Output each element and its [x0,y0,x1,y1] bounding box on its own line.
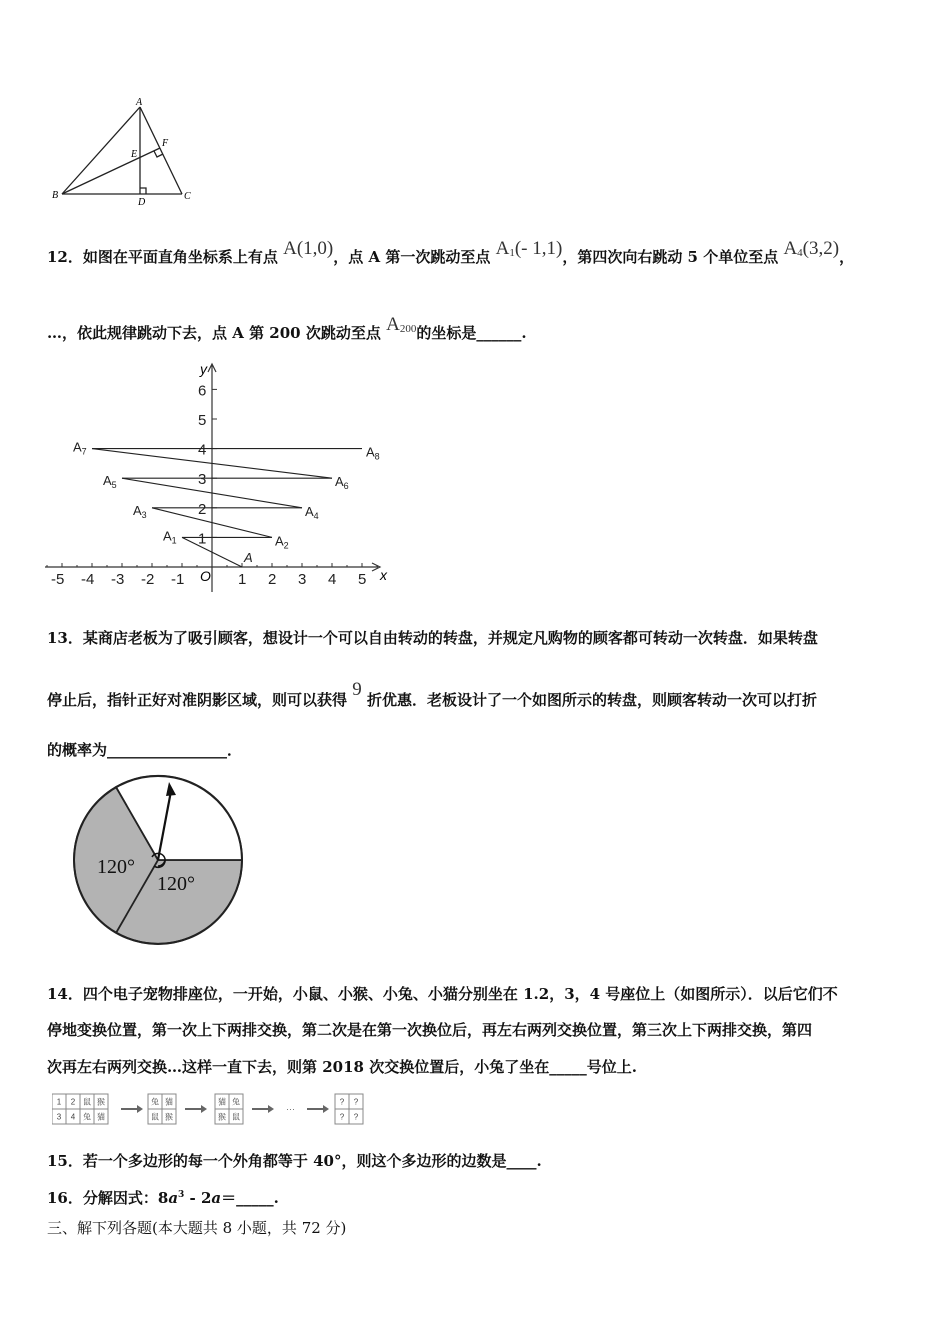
point-label-a6: $A_6$ [335,474,349,492]
x-tick-label: 2 [268,571,277,588]
x-tick-label: -4 [81,571,95,588]
q16-prefix: 16．分解因式：8 [47,1189,169,1207]
seat-cell: 猴 [97,1097,105,1107]
q12-point-a200: A200 [386,314,417,335]
point-label-a4: $A_4$ [305,503,319,521]
spinner-figure [70,773,250,951]
seat-swap-diagram [52,1092,372,1128]
seat-cell: 鼠 [151,1112,159,1122]
point-label-a1: $A_1$ [163,528,177,546]
seat-cell: 猫 [165,1097,173,1107]
y-tick-label: 6 [198,382,207,400]
seat-cell: 兔 [232,1097,240,1107]
q12-point-a1: A1(- 1,1) [495,238,563,259]
point-label-a5: $A_5$ [103,473,117,491]
y-tick-label: 1 [198,530,207,548]
q12-text-d: …，依此规律跳动下去，点 A 第 200 次跳动至点 [47,324,381,342]
x-axis-label: x [380,567,387,583]
point-label-a8: $A_8$ [366,444,380,462]
seat-cell: 鼠 [232,1112,240,1122]
origin-label: O [200,568,211,584]
q12-number: 12． [47,248,83,266]
triangle-figure [48,95,208,210]
q16-var2: a [211,1189,222,1207]
seat-cell: 猴 [165,1112,173,1122]
q16-var1: a [168,1189,179,1207]
q14-line1: 14．四个电子宠物排座位，一开始，小鼠、小猴、小兔、小猫分别坐在 1.2，3，4 号座位上（如图所示）．以后它们不 [47,985,838,1003]
x-tick-label: 4 [328,571,337,588]
seat-cell: 4 [70,1112,76,1122]
right-angle-d [140,188,146,194]
coordinate-plane [40,360,400,595]
point-label-a2: $A_2$ [275,533,289,551]
seat-cell: ? [353,1097,359,1107]
q15-line: 15．若一个多边形的每一个外角都等于 40°，则这个多边形的边数是____. [47,1152,542,1170]
point-label-a0: A [244,550,253,565]
q16-line [47,1185,279,1208]
seat-cell: 2 [70,1097,76,1107]
y-axis-label: y [200,361,207,377]
seat-cell: ? [339,1112,345,1122]
q13-text-b: 折优惠．老板设计了一个如图所示的转盘，则顾客转动一次可以打折 [366,691,817,709]
q12-point-a4: A4(3,2) [783,238,840,259]
q12-line1-end: ， [839,248,855,266]
seat-cell: 3 [56,1112,62,1122]
continuation-dots: ··· [286,1104,295,1114]
q12-text-c: ，第四次向右跳动 5 个单位至点 [562,248,779,266]
q12-text-a: 如图在平面直角坐标系上有点 [82,248,278,266]
q12-line1 [47,238,855,271]
y-tick-label: 5 [198,412,207,429]
seat-cell: 猫 [218,1097,226,1107]
label-b: B [52,190,59,201]
q12-point-a: A(1,0) [283,238,334,259]
side-ab [62,107,140,194]
label-c: C [184,191,191,202]
label-e: E [131,149,138,160]
seat-cell: ? [339,1097,345,1107]
x-tick-label: -2 [141,571,155,588]
q16-exponent: 3 [178,1190,185,1200]
seat-cell: 兔 [151,1097,159,1107]
seat-cell: 猫 [97,1112,105,1122]
q12-text-e: 的坐标是______. [416,324,527,342]
altitude-bf [62,148,160,194]
y-tick-label: 4 [198,441,207,459]
point-label-a3: $A_3$ [133,502,147,520]
seat-cell: 鼠 [83,1097,91,1107]
q13-line3: 的概率为________________． [47,741,243,759]
label-a: A [136,97,143,108]
label-f: F [162,138,169,149]
q13-text-a: 停止后，指针正好对准阴影区域，则可以获得 [47,691,348,709]
x-tick-label: 1 [238,571,247,588]
y-tick-label: 3 [198,471,207,489]
y-tick-label: 2 [198,500,207,518]
seat-cell: 1 [56,1097,62,1107]
x-tick-label: -1 [171,571,185,588]
q13-line2 [47,679,817,710]
angle-label-1: 120° [97,856,135,878]
x-tick-label: 5 [358,571,367,588]
side-ac [140,107,182,194]
angle-label-2: 120° [157,873,195,895]
q16-mid: - 2 [184,1189,212,1207]
q13-discount: 9 [352,679,362,700]
q16-suffix: ＝_____. [221,1189,279,1207]
q14-line2: 停地变换位置，第一次上下两排交换，第二次是在第一次换位后，再左右两列交换位置，第三次上下两排交换，第四 [47,1021,813,1039]
q12-line2 [47,314,527,347]
seat-cell: 兔 [83,1112,91,1122]
q12-text-b: ，点 A 第一次跳动至点 [333,248,491,266]
section-3-title: 三、解下列各题(本大题共 8 小题，共 72 分) [47,1219,347,1237]
label-d: D [138,197,146,208]
x-tick-label: 3 [298,571,307,588]
q13-line1: 13．某商店老板为了吸引顾客，想设计一个可以自由转动的转盘，并规定凡购物的顾客都可转动一次转盘．如果转盘 [47,629,818,647]
x-tick-label: -3 [111,571,125,588]
point-label-a7: $A_7$ [73,439,87,457]
q14-line3: 次再左右两列交换…这样一直下去，则第 2018 次交换位置后，小兔了坐在_____号位上. [47,1058,637,1076]
seat-cell: ? [353,1112,359,1122]
x-tick-label: -5 [51,571,65,588]
seat-cell: 猴 [218,1112,226,1122]
